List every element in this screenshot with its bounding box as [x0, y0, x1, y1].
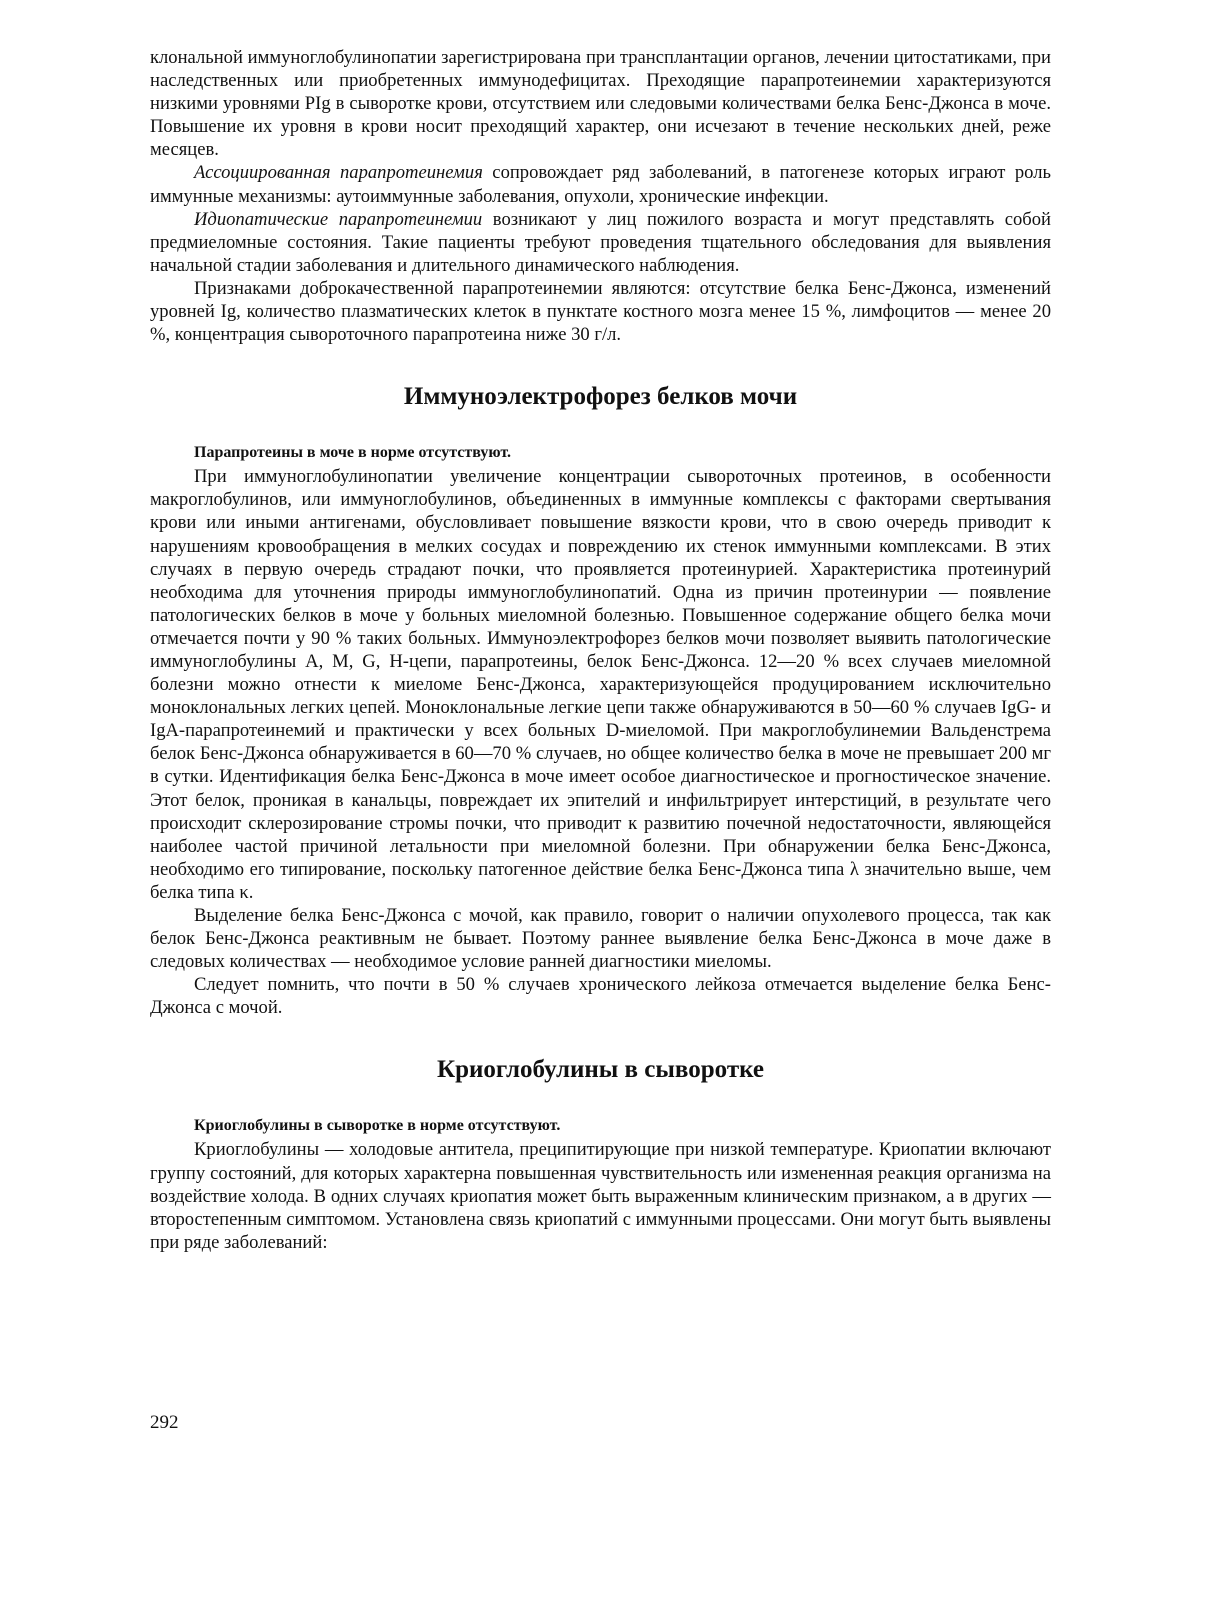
- page-number: 292: [150, 1412, 179, 1433]
- section1-paragraph-1: При иммуноглобулинопатии увеличение концентрации сывороточных протеинов, в особенности макроглобулинов, или иммуноглобулинов, объединенных в иммунные комплексы с факторами свертывания крови или иными антигенами, обусловливает повышение вязкости крови, что в свою очередь приводит к нарушениям кровообращения в мелких сосудах и повреждению их стенок иммунными комплексами. В этих случаях в первую очередь страдают почки, что проявляется протеинурией. Характеристика протеинурий необходима для уточнения природы иммуноглобулинопатий. Одна из причин протеинурии — появление патологических белков в моче у больных миеломной болезнью. Повышенное содержание общего белка мочи отмечается почти у 90 % таких больных. Иммуноэлектрофорез белков мочи позволяет выявить патологические иммуноглобулины A, M, G, H-цепи, парапротеины, белок Бенс-Джонса. 12—20 % всех случаев миеломной болезни можно отнести к миеломе Бенс-Джонса, характеризующейся продуцированием исключительно моноклональных легких цепей. Моноклональные легкие цепи также обнаруживаются в 50—60 % случаев IgG- и IgA-парапротеинемий и практически у всех больных D-миеломой. При макроглобулинемии Вальденстрема белок Бенс-Джонса обнаруживается в 60—70 % случаев, но общее количество белка в моче не превышает 200 мг в сутки. Идентификация белка Бенс-Джонса в моче имеет особое диагностическое и прогностическое значение. Этот белок, проникая в канальцы, повреждает их эпителий и инфильтрирует интерстиций, в результате чего происходит склерозирование стромы почки, что приводит к развитию почечной недостаточности, являющейся наиболее частой причиной летальности при миеломной болезни. При обнаружении белка Бенс-Джонса, необходимо его типирование, поскольку патогенное действие белка Бенс-Джонса типа λ значительно выше, чем белка типа κ.: [150, 466, 1051, 903]
- section1-paragraph-3: Следует помнить, что почти в 50 % случаев хронического лейкоза отмечается выделение белка Бенс-Джонса с мочой.: [150, 974, 1051, 1019]
- section-norm-statement: Парапротеины в моче в норме отсутствуют.: [194, 444, 511, 462]
- term-italic: Идиопатические парапротеинемии: [194, 208, 483, 230]
- section-heading-cryoglobulins: Криоглобулины в сыворотке: [436, 1056, 764, 1084]
- section2-paragraph-1: Криоглобулины — холодовые антитела, преципитирующие при низкой температуре. Криопатии включают группу состояний, для которых характерна повышенная чувствительность или измененная реакция организма на воздействие холода. В одних случаях криопатия может быть выраженным клиническим признаком, а в других — второстепенным симптомом. Установлена связь криопатий с иммунными процессами. Они могут быть выявлены при ряде заболеваний:: [150, 1139, 1051, 1253]
- paragraph-associated-paraproteinemia: [150, 161, 1051, 207]
- paragraph-text: возникают у лиц пожилого возраста и могут представлять собой предмиеломные состояния. Такие пациенты требуют проведения тщательного обследования для выявления начальной стадии заболевания и длительного динамического наблюдения.: [150, 208, 1051, 276]
- paragraph-text: сопровождает ряд заболеваний, в патогенезе которых играют роль иммунные механизмы: аутоиммунные заболевания, опухоли, хронические инфекции.: [150, 162, 1051, 207]
- section-norm-statement: Криоглобулины в сыворотке в норме отсутствуют.: [194, 1117, 561, 1135]
- paragraph-top-1: [150, 46, 1051, 161]
- paragraph-benign-signs: [150, 277, 1051, 346]
- paragraph-text: Признаками доброкачественной парапротеинемии являются: отсутствие белка Бенс-Джонса, изменений уровней Ig, количество плазматических клеток в пунктате костного мозга менее 15 %, лимфоцитов — менее 20 %, концентрация сывороточного парапротеина ниже 30 г/л.: [150, 277, 1051, 346]
- section-heading-urine-immunoelectrophoresis: Иммуноэлектрофорез белков мочи: [403, 383, 798, 411]
- paragraph-idiopathic-paraproteinemia: [150, 208, 1051, 277]
- term-italic: Ассоциированная парапротеинемия: [194, 162, 483, 184]
- section1-paragraph-2: Выделение белка Бенс-Джонса с мочой, как правило, говорит о наличии опухолевого процесса, так как белок Бенс-Джонса реактивным не бывает. Поэтому раннее выявление белка Бенс-Джонса в моче даже в следовых количествах — необходимое условие ранней диагностики миеломы.: [150, 905, 1051, 973]
- paragraph-text: клональной иммуноглобулинопатии зарегистрирована при трансплантации органов, лечении цитостатиками, при наследственных или приобретенных иммунодефицитах. Преходящие парапротеинемии характеризуются низкими уровнями PIg в сыворотке крови, отсутствием или следовыми количествами белка Бенс-Джонса в моче. Повышение их уровня в крови носит преходящий характер, они исчезают в течение нескольких дней, реже месяцев.: [150, 47, 1051, 161]
